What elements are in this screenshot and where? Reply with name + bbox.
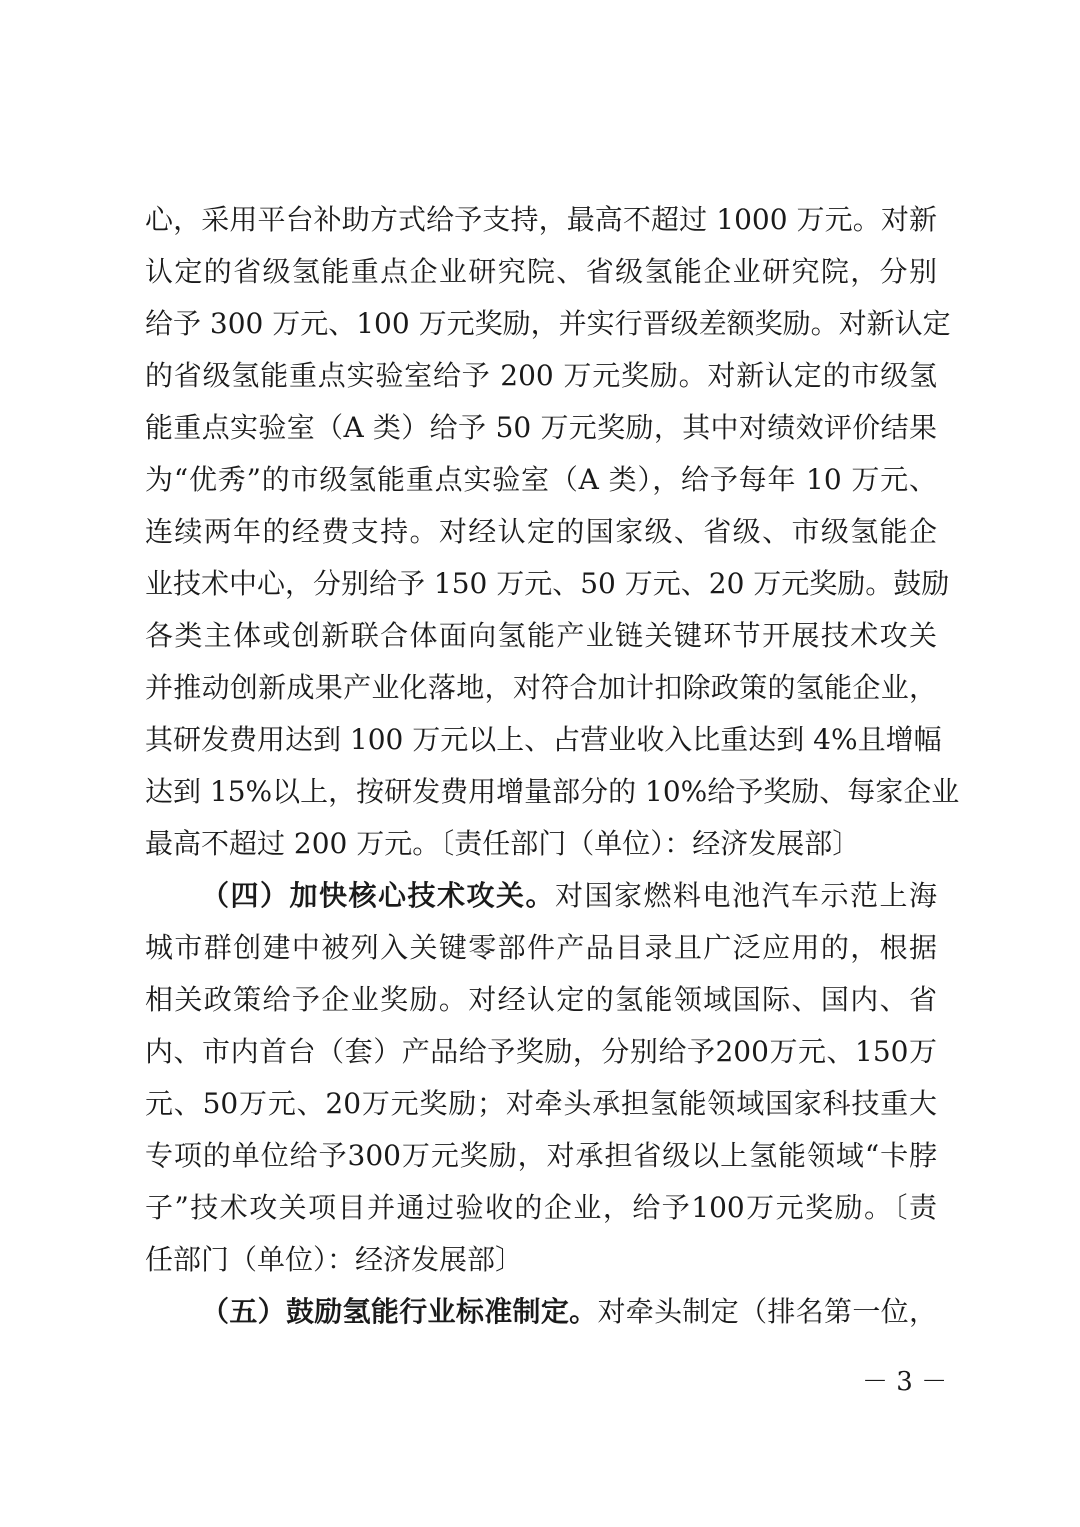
section-4-line-6: 专项的单位给予300万元奖励，对承担省级以上氢能领域“卡脖 bbox=[145, 1139, 937, 1172]
body-line-9: 各类主体或创新联合体面向氢能产业链关键环节开展技术攻关 bbox=[145, 619, 937, 652]
section-5-first-line bbox=[201, 1292, 937, 1332]
body-line-10: 并推动创新成果产业化落地，对符合加计扣除政策的氢能企业， bbox=[145, 671, 937, 704]
section-5-heading: （五）鼓励氢能行业标准制定。 bbox=[201, 1295, 598, 1328]
section-4-first-line bbox=[201, 876, 937, 916]
body-line-8: 业技术中心，分别给予 150 万元、50 万元、20 万元奖励。鼓励 bbox=[145, 567, 950, 600]
section-4-heading: （四）加快核心技术攻关。 bbox=[201, 879, 555, 912]
body-line-1: 心，采用平台补助方式给予支持，最高不超过 1000 万元。对新 bbox=[145, 203, 937, 236]
body-line-4: 的省级氢能重点实验室给予 200 万元奖励。对新认定的市级氢 bbox=[145, 359, 937, 392]
body-line-11: 其研发费用达到 100 万元以上、占营业收入比重达到 4%且增幅 bbox=[145, 723, 942, 756]
section-4-line-3: 相关政策给予企业奖励。对经认定的氢能领域国际、国内、省 bbox=[145, 983, 937, 1016]
section-4-line-4: 内、市内首台（套）产品给予奖励，分别给予200万元、150万 bbox=[145, 1035, 937, 1068]
section-4-line-8: 任部门（单位）：经济发展部〕 bbox=[145, 1243, 524, 1276]
body-line-12: 达到 15%以上，按研发费用增量部分的 10%给予奖励、每家企业 bbox=[145, 775, 960, 808]
body-line-3: 给予 300 万元、100 万元奖励，并实行晋级差额奖励。对新认定 bbox=[145, 307, 951, 340]
body-line-7: 连续两年的经费支持。对经认定的国家级、省级、市级氢能企 bbox=[145, 515, 937, 548]
section-4-line-5: 元、50万元、20万元奖励；对牵头承担氢能领域国家科技重大 bbox=[145, 1087, 937, 1120]
section-4-first-text: 对国家燃料电池汽车示范上海 bbox=[555, 879, 937, 912]
page-number: － 3 － bbox=[862, 1367, 948, 1397]
body-line-6: 为“优秀”的市级氢能重点实验室（A 类），给予每年 10 万元、 bbox=[145, 463, 937, 496]
section-4-line-2: 城市群创建中被列入关键零部件产品目录且广泛应用的，根据 bbox=[145, 931, 937, 964]
section-5-first-text: 对牵头制定（排名第一位， bbox=[597, 1295, 937, 1328]
body-line-13: 最高不超过 200 万元。〔责任部门（单位）：经济发展部〕 bbox=[145, 827, 861, 860]
body-line-5: 能重点实验室（A 类）给予 50 万元奖励，其中对绩效评价结果 bbox=[145, 411, 937, 444]
body-line-2: 认定的省级氢能重点企业研究院、省级氢能企业研究院，分别 bbox=[145, 255, 937, 288]
section-4-line-7: 子”技术攻关项目并通过验收的企业，给予100万元奖励。〔责 bbox=[145, 1191, 937, 1224]
